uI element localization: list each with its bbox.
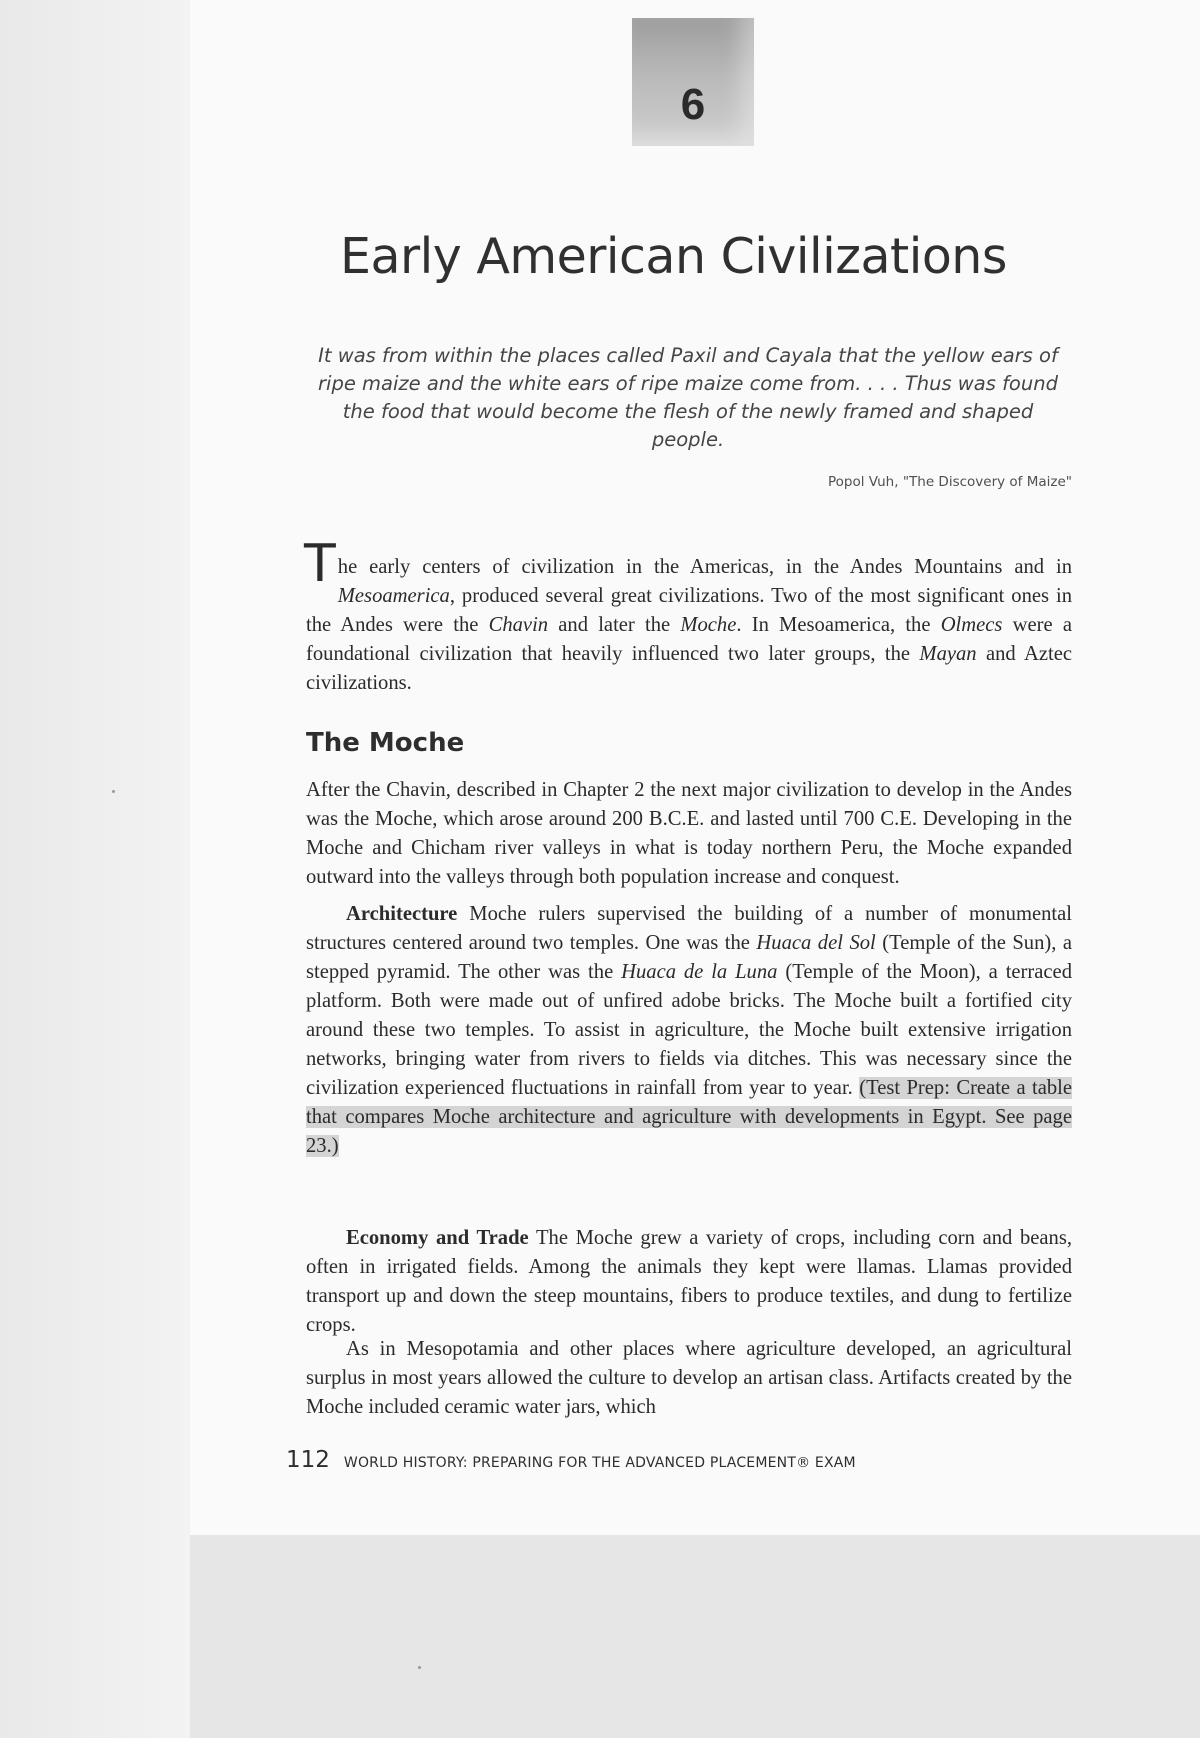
scan-speck — [112, 790, 115, 793]
drop-cap: T — [304, 534, 336, 594]
epigraph-source: Popol Vuh, "The Discovery of Maize" — [828, 474, 1072, 490]
body-paragraph: As in Mesopotamia and other places where agriculture developed, an agricultural surplus in most years allowed the culture to develop an artisan class. Artifacts created by the Moche included ceramic water jars, which — [306, 1338, 1072, 1418]
chapter-title: Early American Civilizations — [340, 228, 1007, 285]
scan-speck — [418, 1666, 421, 1669]
page-number: 112 — [286, 1447, 330, 1473]
term-olmecs: Olmecs — [940, 614, 1003, 636]
paragraph-text: The Moche grew a variety of crops, including corn and beans, often in irrigated fields. Among the animals they kept were llamas. Llamas provided transport up and down the steep mountains, fibers to produce textiles, and dung to fertilize crops. — [306, 1227, 1072, 1336]
body-paragraph: After the Chavin, described in Chapter 2 the next major civilization to develop in the Andes was the Moche, which arose around 200 B.C.E. and lasted until 700 C.E. Developing in the Moche and Chicham river valleys in what is today northern Peru, the Moche expanded outward into the valleys through both population increase and conquest. — [306, 779, 1072, 888]
subheading-architecture: Architecture — [346, 903, 458, 925]
intro-text: and later the — [548, 614, 681, 636]
term-moche: Moche — [680, 614, 737, 636]
intro-text: , produced several great civilizations. Two of the most significant ones in the Andes were the — [306, 585, 1072, 636]
chapter-number: 6 — [680, 80, 706, 129]
page-footer — [286, 1447, 856, 1473]
term-mayan: Mayan — [919, 643, 977, 665]
subheading-economy-and-trade: Economy and Trade — [346, 1227, 529, 1249]
term-huaca-de-la-luna: Huaca de la Luna — [621, 961, 778, 983]
paragraph-text: (Temple of the Sun), a stepped pyramid. The other was the — [306, 932, 1072, 983]
test-prep-highlight: (Test Prep: Create a table that compares Moche architecture and agriculture with developments in Egypt. See page 23.) — [306, 1077, 1072, 1157]
chapter-number-tab — [632, 18, 754, 146]
intro-text: he early centers of civilization in the Americas, in the Andes Mountains and in — [337, 556, 1072, 578]
term-chavin: Chavin — [488, 614, 549, 636]
epigraph-quote: It was from within the places called Paxil and Cayala that the yellow ears of ripe maize and the white ears of ripe maize come from. . . . Thus was found the food that would become the flesh of the newly framed and shaped people. — [318, 344, 1058, 451]
term-huaca-del-sol: Huaca del Sol — [756, 932, 876, 954]
paragraph-text: Moche rulers supervised the building of a number of monumental structures centered around two temples. One was the — [306, 903, 1072, 954]
scan-bottom-margin — [190, 1535, 1200, 1738]
book-title: WORLD HISTORY: PREPARING FOR THE ADVANCED PLACEMENT® EXAM — [343, 1455, 856, 1471]
economy-paragraph — [306, 1224, 1072, 1340]
architecture-paragraph — [306, 900, 1072, 1161]
term-mesoamerica: Mesoamerica — [337, 585, 450, 607]
paragraph-text: (Temple of the Moon), a terraced platform. Both were made out of unfired adobe bricks. The Moche built a fortified city around these two temples. To assist in agriculture, the Moche built extensive irrigation networks, bringing water from rivers to fields via ditches. This was necessary since the civilization experienced fluctuations in rainfall from year to year. — [306, 961, 1072, 1099]
intro-text: were a foundational civilization that heavily influenced two later groups, the — [306, 614, 1072, 665]
intro-paragraph — [304, 534, 1072, 698]
intro-text: . In Mesoamerica, the — [736, 614, 941, 636]
section-heading: The Moche — [306, 728, 465, 758]
intro-text: and Aztec civilizations. — [306, 643, 1072, 694]
scan-margin — [0, 0, 190, 1738]
